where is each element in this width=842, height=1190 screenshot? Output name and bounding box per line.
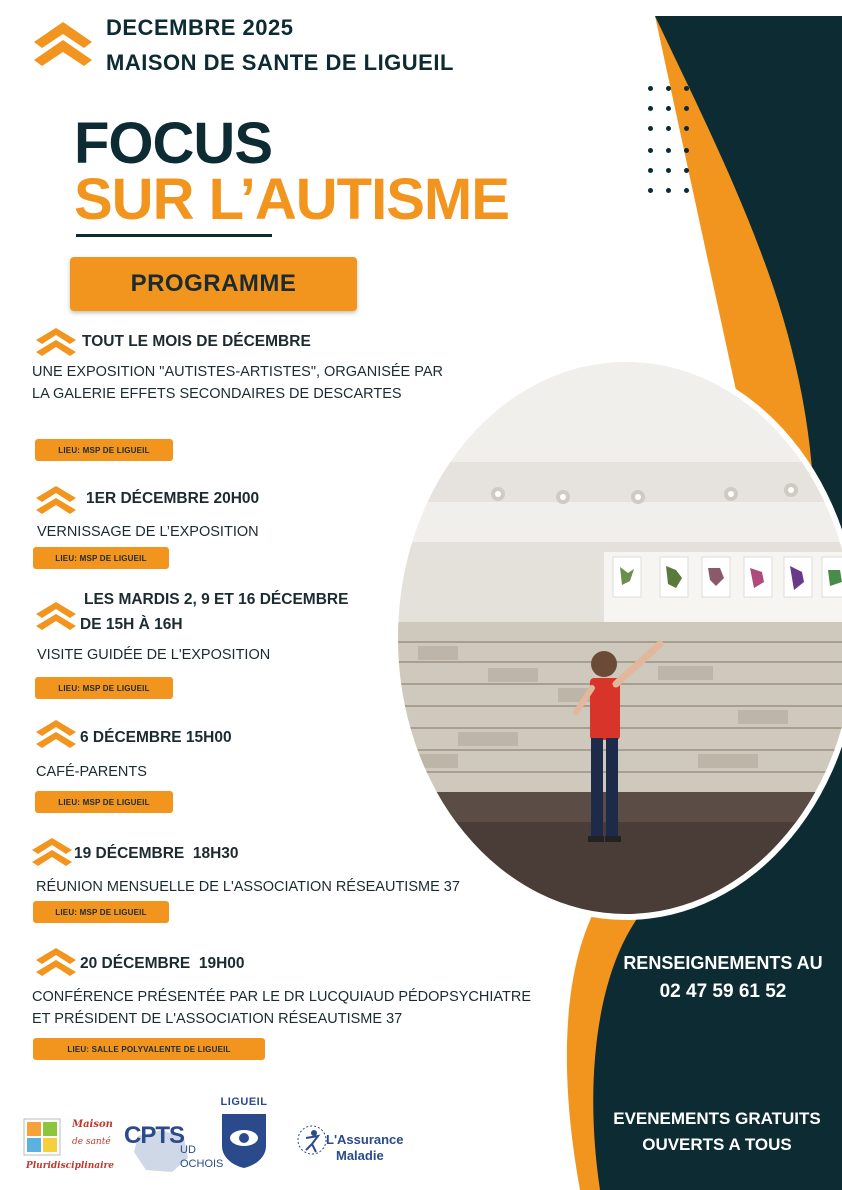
cpts-logo bbox=[122, 1114, 224, 1178]
event3-title2: DE 15H À 16H bbox=[80, 616, 183, 633]
event3-title: LES MARDIS 2, 9 ET 16 DÉCEMBRE bbox=[84, 591, 349, 608]
event2-chevron-icon bbox=[34, 484, 78, 514]
ligueil-text: LIGUEIL bbox=[220, 1096, 268, 1108]
event6-desc: CONFÉRENCE PRÉSENTÉE PAR LE DR LUCQUIAUD PÉDOPSYCHIATRE ET PRÉSIDENT DE L'ASSOCIATION RÉSEAUTISME 37 bbox=[32, 989, 531, 1027]
assurance-line2: Maladie bbox=[336, 1148, 384, 1163]
event3-desc: VISITE GUIDÉE DE L'EXPOSITION bbox=[37, 647, 271, 663]
header-date: DECEMBRE 2025 bbox=[106, 15, 294, 40]
event6-chevron-icon bbox=[34, 946, 78, 976]
assurance-maladie-logo bbox=[296, 1118, 416, 1174]
event3-lieu: LIEU: MSP DE LIGUEIL bbox=[35, 677, 173, 699]
cpts-sub1: UD bbox=[180, 1144, 196, 1156]
programme-banner bbox=[70, 257, 357, 311]
maison-line3: Pluridisciplinaire bbox=[26, 1161, 114, 1171]
event5-lieu: LIEU: MSP DE LIGUEIL bbox=[33, 901, 169, 923]
event4-chevron-icon bbox=[34, 718, 78, 748]
maison-line1: Maison bbox=[72, 1119, 113, 1130]
title-underline bbox=[76, 234, 272, 237]
title-autisme: SUR L’AUTISME bbox=[74, 167, 509, 232]
maison-sante-icon bbox=[22, 1117, 62, 1157]
assurance-line1: L'Assurance bbox=[326, 1132, 404, 1147]
event6-title: 20 DÉCEMBRE 19H00 bbox=[80, 955, 245, 972]
event3-chevron-icon bbox=[34, 600, 78, 630]
event1-lieu: LIEU: MSP DE LIGUEIL bbox=[35, 439, 173, 461]
event4-desc: CAFÉ-PARENTS bbox=[36, 764, 147, 780]
title-focus: FOCUS bbox=[74, 111, 272, 176]
maison-sante-logo bbox=[22, 1117, 122, 1177]
event-photo bbox=[398, 362, 842, 914]
free-line2: OUVERTS A TOUS bbox=[642, 1135, 792, 1154]
event4-lieu: LIEU: MSP DE LIGUEIL bbox=[35, 791, 173, 813]
cpts-main: CPTS bbox=[124, 1122, 185, 1149]
assurance-figure-icon bbox=[296, 1124, 328, 1156]
event4-title: 6 DÉCEMBRE 15H00 bbox=[80, 729, 232, 746]
ligueil-shield-icon bbox=[220, 1112, 268, 1170]
header-location: MAISON DE SANTE DE LIGUEIL bbox=[106, 50, 454, 75]
event5-desc: RÉUNION MENSUELLE DE L'ASSOCIATION RÉSEAUTISME 37 bbox=[36, 879, 460, 895]
ligueil-logo bbox=[214, 1096, 274, 1176]
maison-line2: de santé bbox=[72, 1137, 111, 1147]
event1-desc: UNE EXPOSITION "AUTISTES-ARTISTES", ORGANISÉE PAR LA GALERIE EFFETS SECONDAIRES DE DESCARTES bbox=[32, 364, 443, 402]
event2-desc: VERNISSAGE DE L’EXPOSITION bbox=[37, 524, 259, 540]
event1-title: TOUT LE MOIS DE DÉCEMBRE bbox=[82, 333, 311, 350]
info-label: RENSEIGNEMENTS AU bbox=[623, 953, 823, 973]
programme-label: PROGRAMME bbox=[130, 270, 297, 297]
info-phone: 02 47 59 61 52 bbox=[659, 981, 787, 1002]
event5-chevron-icon bbox=[30, 836, 74, 866]
photo-gallery-child bbox=[398, 362, 842, 914]
chevron-logo-icon bbox=[30, 18, 96, 70]
event5-title: 19 DÉCEMBRE 18H30 bbox=[74, 845, 239, 862]
cpts-sub2: OCHOIS bbox=[180, 1158, 224, 1170]
free-line1: EVENEMENTS GRATUITS bbox=[613, 1109, 821, 1128]
event1-chevron-icon bbox=[34, 326, 78, 356]
event2-lieu: LIEU: MSP DE LIGUEIL bbox=[33, 547, 169, 569]
event6-lieu: LIEU: SALLE POLYVALENTE DE LIGUEIL bbox=[33, 1038, 265, 1060]
event2-title: 1ER DÉCEMBRE 20H00 bbox=[86, 490, 260, 507]
